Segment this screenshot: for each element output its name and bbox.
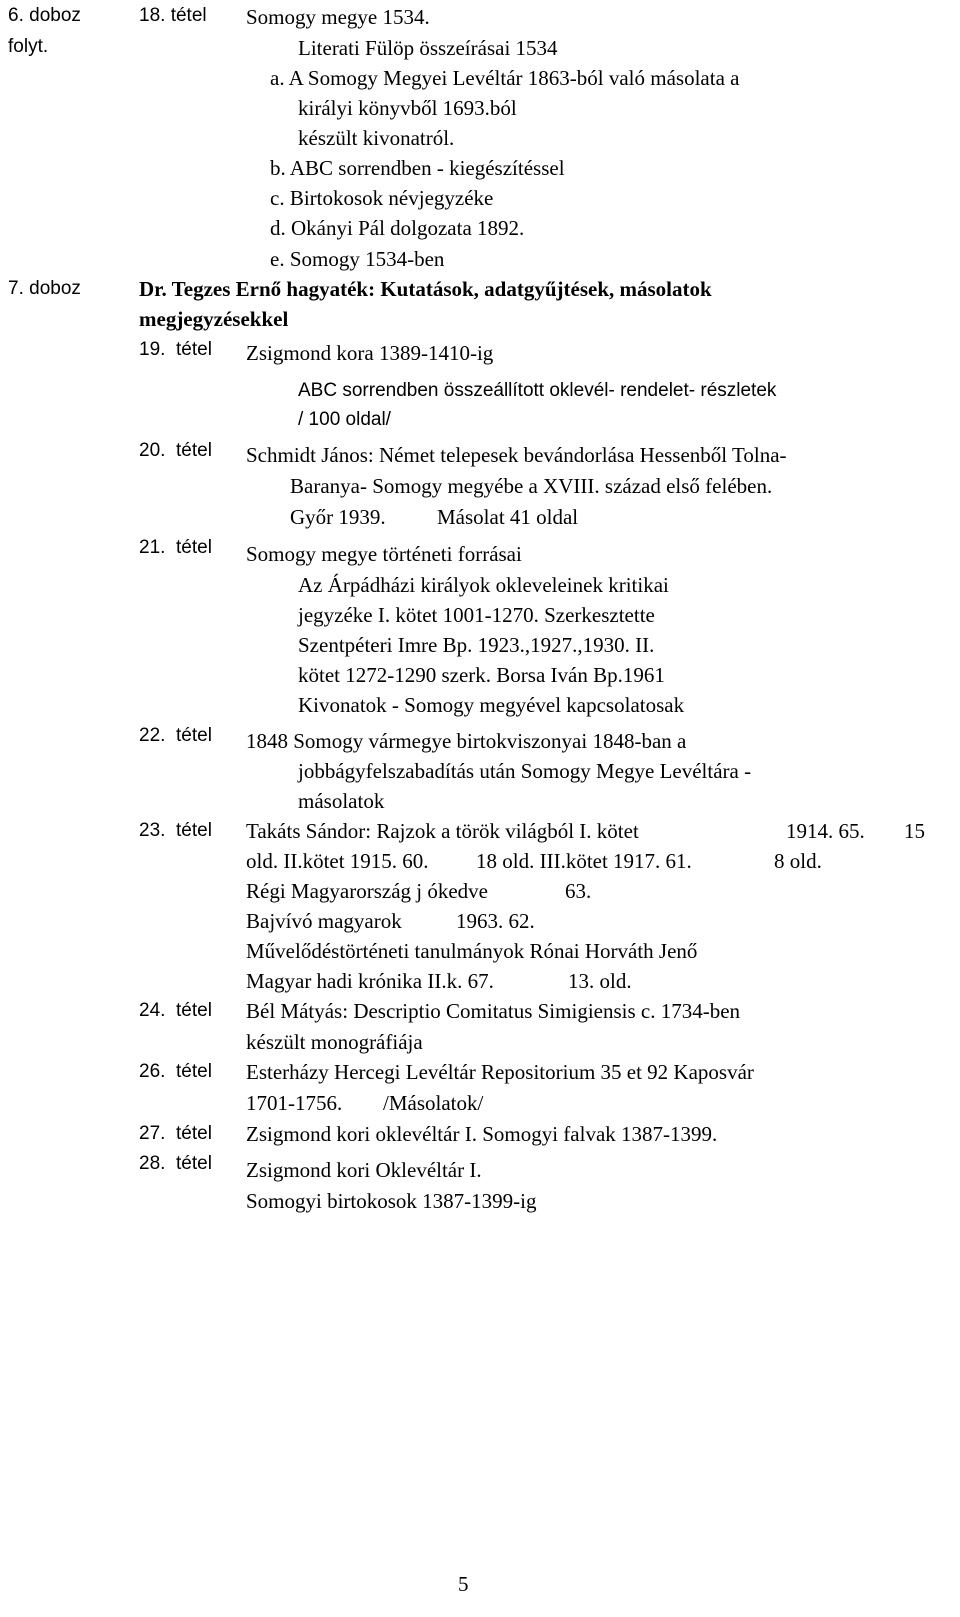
item-19-line: ABC sorrendben összeállított oklevél- rendelet- részletek [298,380,777,401]
item-22-line: másolatok [298,789,385,813]
item-21-line: Az Árpádházi királyok okleveleinek kritikai [298,573,669,597]
item-21-line: Somogy megye történeti forrásai [246,542,522,566]
item-20-line: Schmidt János: Német telepesek bevándorlása Hessenből Tolna- [246,443,787,467]
item-18-line: b. ABC sorrendben - kiegészítéssel [270,156,565,180]
item-20-line: Baranya- Somogy megyébe a XVIII. század első felében. [290,474,773,498]
item-23-line: Bajvívó magyarok [246,909,402,933]
item-22-line: jobbágyfelszabadítás után Somogy Megye Levéltára - [298,759,752,783]
item-23-line: 1963. 62. [456,909,535,933]
item-21-line: Kivonatok - Somogy megyével kapcsolatosak [298,693,685,717]
item-24-label: tétel [176,1000,212,1021]
item-19-line: Zsigmond kora 1389-1410-ig [246,341,494,365]
item-23-label: tétel [176,820,212,841]
item-23-line: Régi Magyarország j ókedve [246,879,489,903]
item-27-number: 27. [139,1123,166,1144]
item-28-label: tétel [176,1153,212,1174]
item-26-label: tétel [176,1061,212,1082]
item-26-number: 26. [139,1061,166,1082]
item-18-line: c. Birtokosok névjegyzéke [270,186,494,210]
item-23-number: 23. [139,820,166,841]
item-27-label: tétel [176,1123,212,1144]
item-20-number: 20. [139,440,166,461]
item-26-line: /Másolatok/ [383,1091,484,1115]
item-19-number: 19. [139,339,166,360]
item-23-line: Művelődéstörténeti tanulmányok Rónai Horváth Jenő [246,939,698,963]
item-21-label: tétel [176,537,212,558]
item-18-line: d. Okányi Pál dolgozata 1892. [270,216,525,240]
box-7-heading: Dr. Tegzes Ernő hagyaték: Kutatások, adatgyűjtések, másolatok [139,277,712,301]
item-18-line: Literati Fülöp összeírásai 1534 [298,36,558,60]
item-20-label: tétel [176,440,212,461]
item-27-line: Zsigmond kori oklevéltár I. Somogyi falvak 1387-1399. [246,1122,718,1146]
item-23-line: 18 old. III.kötet 1917. 61. [476,849,692,873]
item-18-line: készült kivonatról. [298,126,455,150]
item-18-line: a. A Somogy Megyei Levéltár 1863-ból való másolata a [270,66,740,90]
box-6-label: 6. doboz [8,5,81,26]
item-23-line: 1914. 65. [786,819,865,843]
page-number: 5 [458,1572,469,1596]
item-22-line: 1848 Somogy vármegye birtokviszonyai 1848-ban a [246,729,687,753]
item-24-line: készült monográfiája [246,1030,423,1054]
item-28-line: Somogyi birtokosok 1387-1399-ig [246,1189,537,1213]
item-20-line: Másolat 41 oldal [437,505,579,529]
item-23-line: 15 [904,819,925,843]
item-19-label: tétel [176,339,212,360]
item-23-line: Takáts Sándor: Rajzok a török világból I. kötet [246,819,639,843]
item-22-label: tétel [176,725,212,746]
item-26-line: Esterházy Hercegi Levéltár Repositorium 35 et 92 Kaposvár [246,1060,754,1084]
item-21-line: kötet 1272-1290 szerk. Borsa Iván Bp.1961 [298,663,665,687]
item-20-line: Győr 1939. [290,505,386,529]
item-28-number: 28. [139,1153,166,1174]
item-21-line: Szentpéteri Imre Bp. 1923.,1927.,1930. II. [298,633,655,657]
item-28-line: Zsigmond kori Oklevéltár I. [246,1158,482,1182]
box-7-label: 7. doboz [8,278,81,299]
box-6-continued: folyt. [8,36,49,57]
item-18-label: 18. tétel [139,5,207,26]
item-21-line: jegyzéke I. kötet 1001-1270. Szerkesztette [298,603,655,627]
item-24-line: Bél Mátyás: Descriptio Comitatus Simigiensis c. 1734-ben [246,999,741,1023]
item-22-number: 22. [139,725,166,746]
item-18-line: e. Somogy 1534-ben [270,247,445,271]
box-7-heading: megjegyzésekkel [139,307,289,331]
item-23-line: 13. old. [568,969,632,993]
item-24-number: 24. [139,1000,166,1021]
item-18-title: Somogy megye 1534. [246,5,430,29]
item-23-line: 63. [565,879,592,903]
item-26-line: 1701-1756. [246,1091,343,1115]
item-19-line: / 100 oldal/ [298,409,391,430]
item-23-line: Magyar hadi krónika II.k. 67. [246,969,494,993]
item-23-line: 8 old. [774,849,822,873]
item-23-line: old. II.kötet 1915. 60. [246,849,429,873]
item-21-number: 21. [139,537,166,558]
item-18-line: királyi könyvből 1693.ból [298,96,517,120]
